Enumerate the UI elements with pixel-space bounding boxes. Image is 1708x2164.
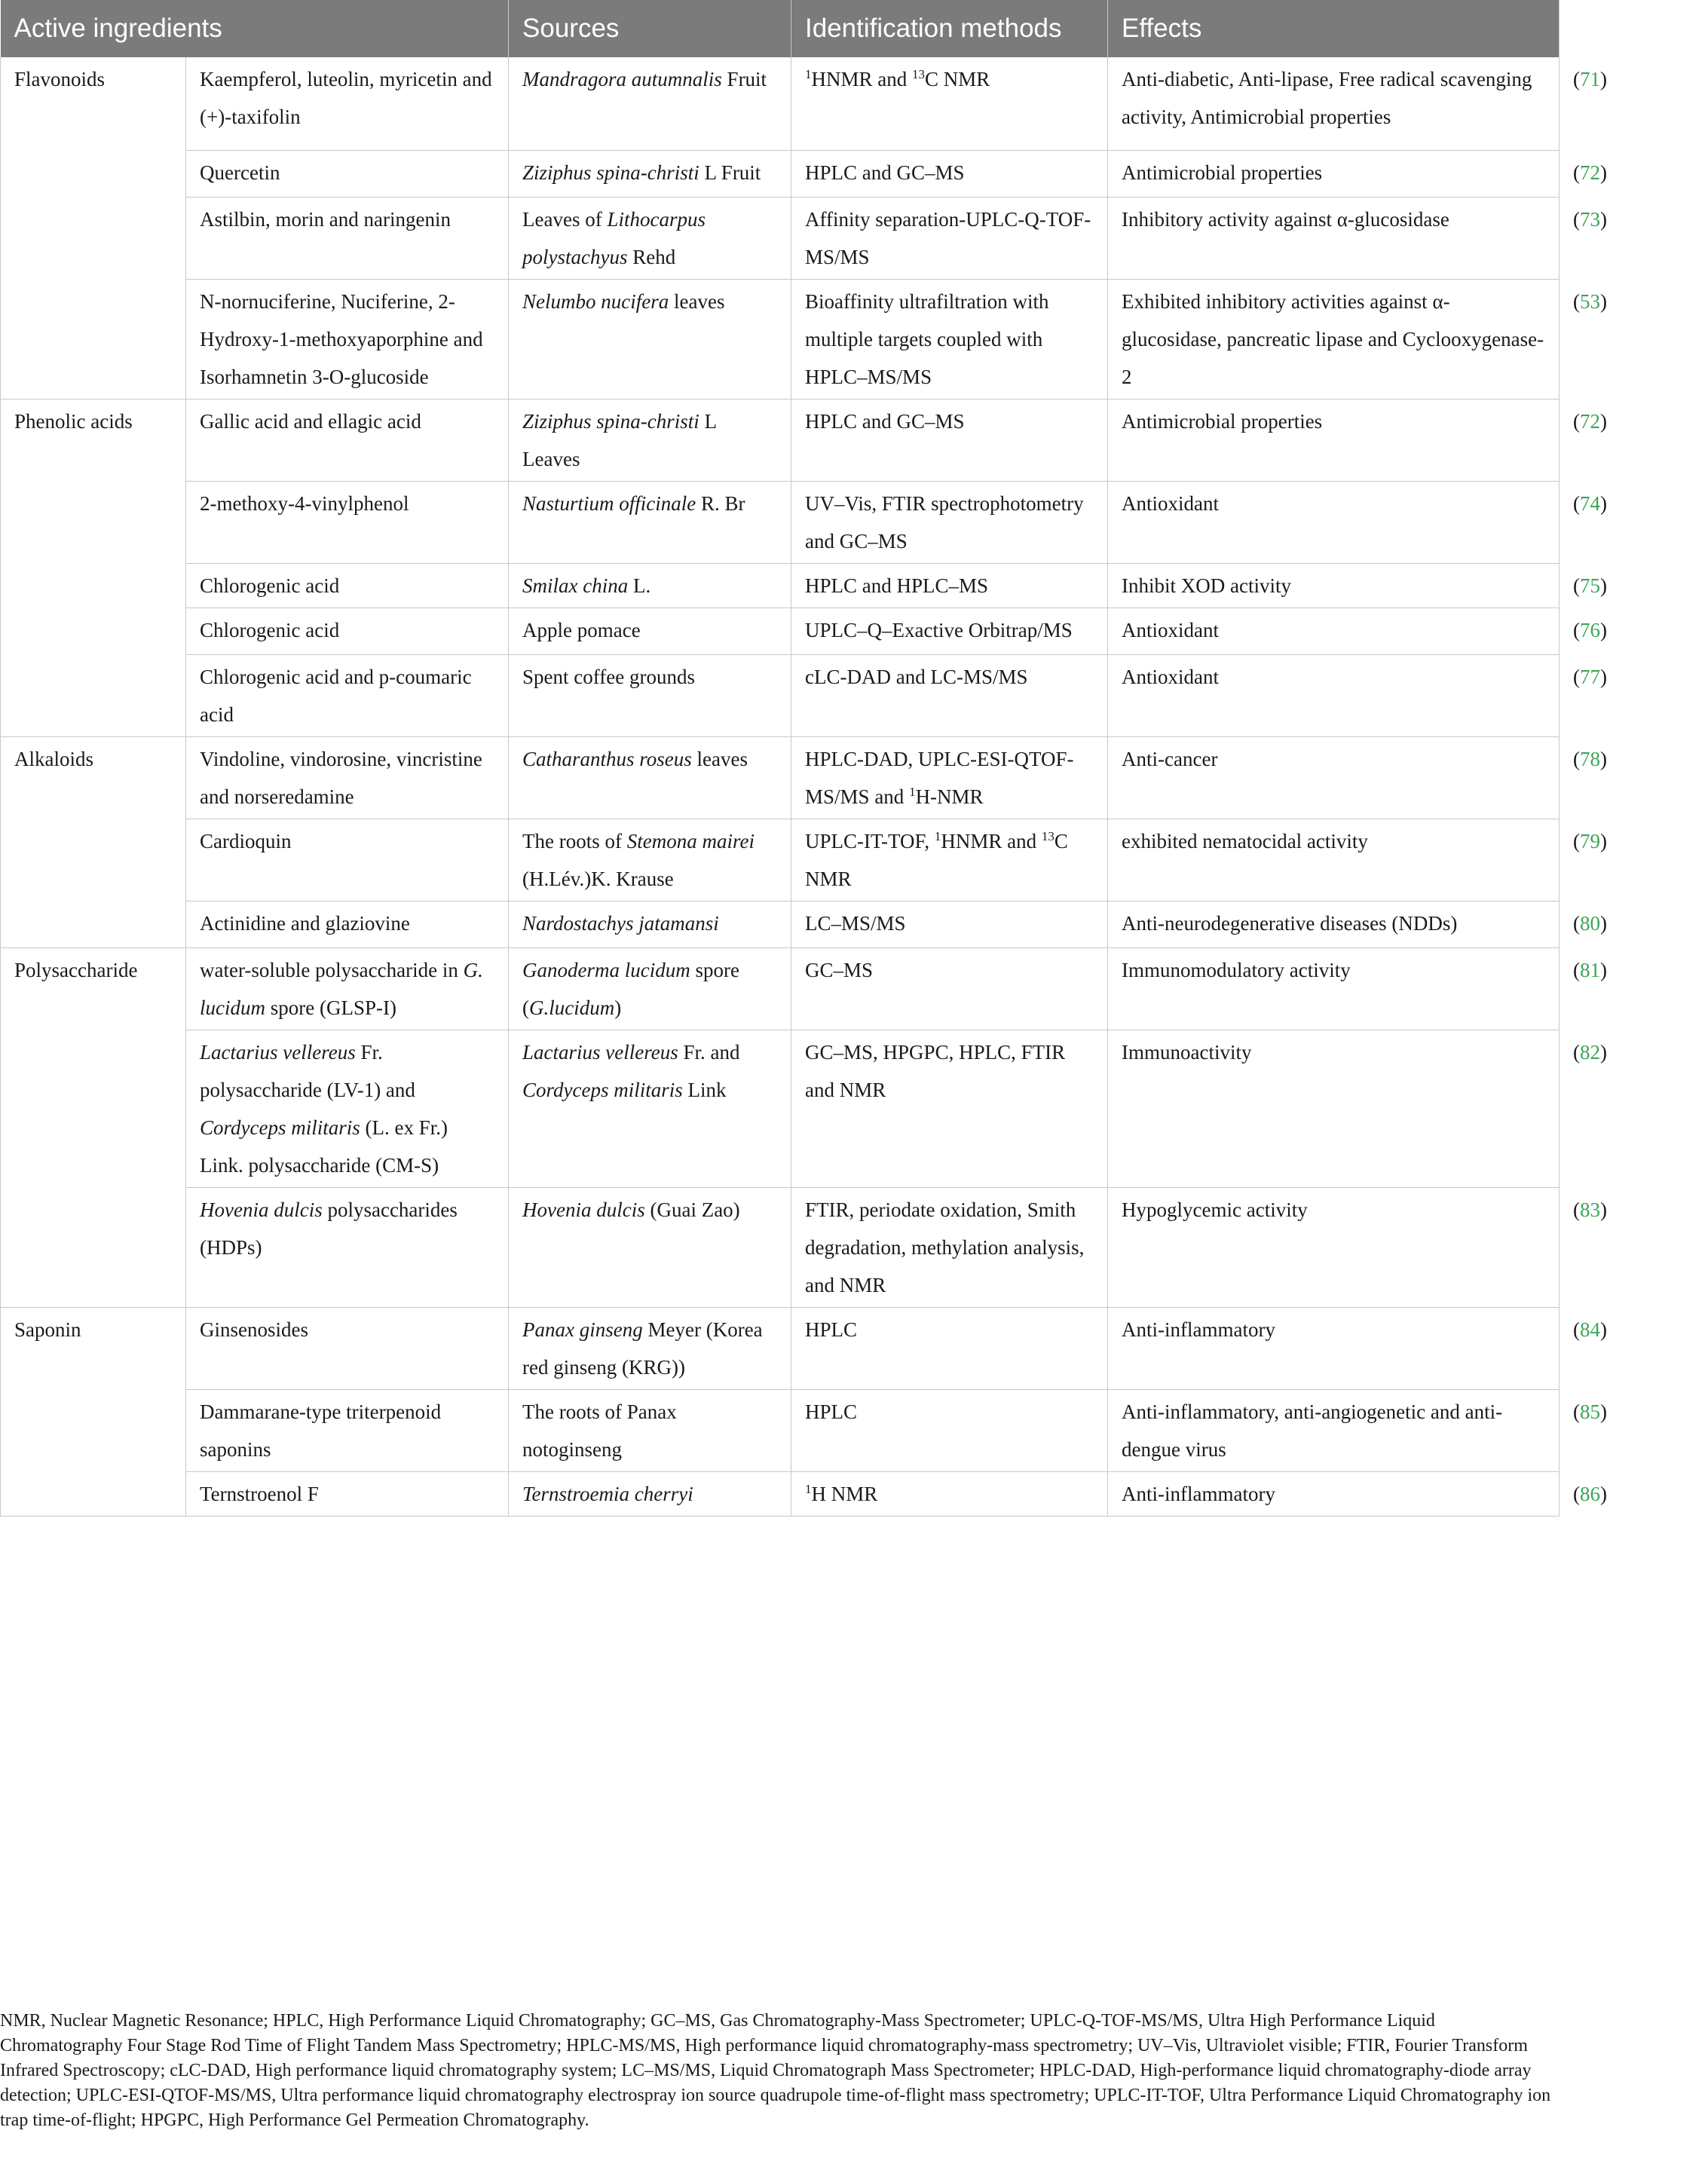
header-identification-methods: Identification methods xyxy=(791,0,1108,57)
methods-cell: UV–Vis, FTIR spectrophotometry and GC–MS xyxy=(791,481,1108,563)
source-cell: Nardostachys jatamansi xyxy=(509,901,791,947)
source-cell: Leaves of Lithocarpus polystachyus Rehd xyxy=(509,197,791,279)
source-cell: Smilax china L. xyxy=(509,563,791,608)
effects-cell: Antimicrobial properties xyxy=(1108,150,1560,197)
effects-cell: exhibited nematocidal activity xyxy=(1108,819,1560,901)
ingredient-cell: Cardioquin xyxy=(186,819,509,901)
methods-cell: HPLC xyxy=(791,1307,1108,1389)
table-row: Cardioquin The roots of Stemona mairei (H.Lév.)K. Krause UPLC-IT-TOF, $^1$HNMR and $^{13}$C NMR exhibited nematocidal activity (79) xyxy=(1,819,1560,901)
effects-cell: Anti-diabetic, Anti-lipase, Free radical scavenging activity, Antimicrobial properties xyxy=(1108,57,1560,150)
table-row: N-nornuciferine, Nuciferine, 2-Hydroxy-1-methoxyaporphine and Isorhamnetin 3-O-glucoside Nelumbo nucifera leaves Bioaffinity ultrafiltration with multiple targets coupled with HPLC–MS/MS Exhibited inhibitory activities against α-glucosidase, pancreatic lipase and Cyclooxygenase-2 (53) xyxy=(1,279,1560,399)
source-cell: Mandragora autumnalis Fruit xyxy=(509,57,791,150)
header-sources: Sources xyxy=(509,0,791,57)
methods-cell: GC–MS xyxy=(791,947,1108,1030)
effects-cell: Antioxidant xyxy=(1108,608,1560,654)
source-cell: Ternstroemia cherryi xyxy=(509,1471,791,1516)
ingredient-cell: Chlorogenic acid xyxy=(186,608,509,654)
table-row: Hovenia dulcis polysaccharides (HDPs) Hovenia dulcis (Guai Zao) FTIR, periodate oxidation, Smith degradation, methylation analysis, and NMR Hypoglycemic activity (83) xyxy=(1,1187,1560,1307)
source-cell: The roots of Panax notoginseng xyxy=(509,1389,791,1471)
header-effects: Effects xyxy=(1108,0,1560,57)
ingredient-cell: Astilbin, morin and naringenin xyxy=(186,197,509,279)
effects-cell: Anti-inflammatory xyxy=(1108,1471,1560,1516)
source-cell: Lactarius vellereus Fr. and Cordyceps militaris Link xyxy=(509,1030,791,1187)
methods-cell: Affinity separation-UPLC-Q-TOF-MS/MS xyxy=(791,197,1108,279)
methods-cell: UPLC–Q–Exactive Orbitrap/MS xyxy=(791,608,1108,654)
methods-cell: HPLC xyxy=(791,1389,1108,1471)
table-row: 2-methoxy-4-vinylphenol Nasturtium officinale R. Br UV–Vis, FTIR spectrophotometry and GC–MS Antioxidant (74) xyxy=(1,481,1560,563)
table-footnote: NMR, Nuclear Magnetic Resonance; HPLC, High Performance Liquid Chromatography; GC–MS, Gas Chromatography-Mass Spectrometer; UPLC-Q-TOF-MS/MS, Ultra High Performance Liquid Chromatography Four Stage Rod Time of Flight Tandem Mass Spectrometry; HPLC-MS/MS, High performance liquid chromatography-mass spectrometry; UV–Vis, Ultraviolet visible; FTIR, Fourier Transform Infrared Spectroscopy; cLC-DAD, High performance liquid chromatography system; LC–MS/MS, Liquid Chromatograph Mass Spectrometer; HPLC-DAD, High-performance liquid chromatography-diode array detection; UPLC-ESI-QTOF-MS/MS, Ultra performance liquid chromatography electrospray ion source quadrupole time-of-flight mass spectrometry; UPLC-IT-TOF, Ultra Performance Liquid Chromatography ion trap time-of-flight; HPGPC, High Performance Gel Permeation Chromatography. xyxy=(0,2011,1551,2130)
group-label: Phenolic acids xyxy=(1,399,186,736)
methods-cell: GC–MS, HPGPC, HPLC, FTIR and NMR xyxy=(791,1030,1108,1187)
ingredient-cell: Ternstroenol F xyxy=(186,1471,509,1516)
source-cell: Hovenia dulcis (Guai Zao) xyxy=(509,1187,791,1307)
reference-link[interactable]: 75 xyxy=(1580,574,1601,597)
table-row: Lactarius vellereus Fr. polysaccharide (LV-1) and Cordyceps militaris (L. ex Fr.) Link. polysaccharide (CM-S) Lactarius vellereus Fr. and Cordyceps militaris Link GC–MS, HPGPC, HPLC, FTIR and NMR Immunoactivity (82) xyxy=(1,1030,1560,1187)
reference-link[interactable]: 74 xyxy=(1580,491,1601,515)
group-label: Flavonoids xyxy=(1,57,186,399)
table-body xyxy=(1,57,1608,1516)
effects-cell: Anti-inflammatory, anti-angiogenetic and anti-dengue virus xyxy=(1108,1389,1560,1471)
table-header-row: Active ingredients Sources Identification methods Effects References xyxy=(1,0,1560,57)
methods-cell: $^1$H NMR xyxy=(791,1471,1108,1516)
reference-link[interactable]: 72 xyxy=(1580,409,1601,433)
effects-cell: Antioxidant xyxy=(1108,481,1560,563)
source-cell: Panax ginseng Meyer (Korea red ginseng (KRG)) xyxy=(509,1307,791,1389)
table-row: Chlorogenic acid and p-coumaric acid Spent coffee grounds cLC-DAD and LC-MS/MS Antioxidant (77) xyxy=(1,654,1560,736)
reference-link[interactable]: 82 xyxy=(1580,1040,1601,1064)
ingredient-cell: water-soluble polysaccharide in G. lucidum spore (GLSP-I) xyxy=(186,947,509,1030)
header-active-ingredients: Active ingredients xyxy=(1,0,509,57)
reference-link[interactable]: 85 xyxy=(1580,1400,1601,1423)
reference-link[interactable]: 77 xyxy=(1580,665,1601,688)
reference-link[interactable]: 53 xyxy=(1580,289,1601,313)
methods-cell: UPLC-IT-TOF, $^1$HNMR and $^{13}$C NMR xyxy=(791,819,1108,901)
table-row: Phenolic acids Gallic acid and ellagic acid Ziziphus spina-christi L Leaves HPLC and GC–MS Antimicrobial properties (72) xyxy=(1,399,1560,481)
table-row: Actinidine and glaziovine Nardostachys jatamansi LC–MS/MS Anti-neurodegenerative diseases (NDDs) (80) xyxy=(1,901,1560,947)
reference-link[interactable]: 78 xyxy=(1580,747,1601,770)
reference-link[interactable]: 79 xyxy=(1580,829,1601,852)
source-cell: Ganoderma lucidum spore (G.lucidum) xyxy=(509,947,791,1030)
reference-link[interactable]: 86 xyxy=(1580,1482,1601,1505)
reference-link[interactable]: 76 xyxy=(1580,618,1601,641)
ingredient-cell: Kaempferol, luteolin, myricetin and (+)-taxifolin xyxy=(186,57,509,150)
source-cell: Nasturtium officinale R. Br xyxy=(509,481,791,563)
ingredient-cell: Actinidine and glaziovine xyxy=(186,901,509,947)
methods-cell: HPLC and GC–MS xyxy=(791,150,1108,197)
effects-cell: Antimicrobial properties xyxy=(1108,399,1560,481)
effects-cell: Inhibitory activity against α-glucosidase xyxy=(1108,197,1560,279)
source-cell: Catharanthus roseus leaves xyxy=(509,736,791,819)
ingredient-cell: Gallic acid and ellagic acid xyxy=(186,399,509,481)
source-cell: Ziziphus spina-christi L Fruit xyxy=(509,150,791,197)
reference-link[interactable]: 83 xyxy=(1580,1198,1601,1221)
table-row: Saponin Ginsenosides Panax ginseng Meyer (Korea red ginseng (KRG)) HPLC Anti-inflammatory (84) xyxy=(1,1307,1560,1389)
effects-cell: Anti-cancer xyxy=(1108,736,1560,819)
methods-cell: HPLC and GC–MS xyxy=(791,399,1108,481)
group-label: Polysaccharide xyxy=(1,947,186,1307)
methods-cell: LC–MS/MS xyxy=(791,901,1108,947)
methods-cell: Bioaffinity ultrafiltration with multiple targets coupled with HPLC–MS/MS xyxy=(791,279,1108,399)
group-label: Alkaloids xyxy=(1,736,186,947)
effects-cell: Inhibit XOD activity xyxy=(1108,563,1560,608)
source-cell: The roots of Stemona mairei (H.Lév.)K. Krause xyxy=(509,819,791,901)
ingredient-cell: Chlorogenic acid xyxy=(186,563,509,608)
effects-cell: Anti-neurodegenerative diseases (NDDs) xyxy=(1108,901,1560,947)
methods-cell: FTIR, periodate oxidation, Smith degradation, methylation analysis, and NMR xyxy=(791,1187,1108,1307)
ingredient-cell: Ginsenosides xyxy=(186,1307,509,1389)
table-row: Dammarane-type triterpenoid saponins The roots of Panax notoginseng HPLC Anti-inflammatory, anti-angiogenetic and anti-dengue virus (85) xyxy=(1,1389,1560,1471)
ingredient-cell: N-nornuciferine, Nuciferine, 2-Hydroxy-1-methoxyaporphine and Isorhamnetin 3-O-glucoside xyxy=(186,279,509,399)
effects-cell: Anti-inflammatory xyxy=(1108,1307,1560,1389)
table-row: Chlorogenic acid Apple pomace UPLC–Q–Exactive Orbitrap/MS Antioxidant (76) xyxy=(1,608,1560,654)
table-row: Chlorogenic acid Smilax china L. HPLC and HPLC–MS Inhibit XOD activity (75) xyxy=(1,563,1560,608)
ingredient-cell: Dammarane-type triterpenoid saponins xyxy=(186,1389,509,1471)
ingredient-cell: Chlorogenic acid and p-coumaric acid xyxy=(186,654,509,736)
table-row: Quercetin Ziziphus spina-christi L Fruit HPLC and GC–MS Antimicrobial properties (72) xyxy=(1,150,1560,197)
effects-cell: Hypoglycemic activity xyxy=(1108,1187,1560,1307)
effects-cell: Exhibited inhibitory activities against α-glucosidase, pancreatic lipase and Cyclooxygenase-2 xyxy=(1108,279,1560,399)
source-cell: Apple pomace xyxy=(509,608,791,654)
effects-cell: Antioxidant xyxy=(1108,654,1560,736)
reference-link[interactable]: 73 xyxy=(1580,207,1601,231)
methods-cell: HPLC and HPLC–MS xyxy=(791,563,1108,608)
reference-link[interactable]: 71 xyxy=(1580,68,1601,90)
methods-cell: $^1$HNMR and $^{13}$C NMR xyxy=(791,57,1108,150)
source-cell: Spent coffee grounds xyxy=(509,654,791,736)
group-label: Saponin xyxy=(1,1307,186,1516)
reference-link[interactable]: 81 xyxy=(1580,958,1601,981)
reference-link[interactable]: 80 xyxy=(1580,911,1601,935)
ingredient-cell: Hovenia dulcis polysaccharides (HDPs) xyxy=(186,1187,509,1307)
ingredient-cell: Lactarius vellereus Fr. polysaccharide (LV-1) and Cordyceps militaris (L. ex Fr.) Link. polysaccharide (CM-S) xyxy=(186,1030,509,1187)
table-row: Alkaloids Vindoline, vindorosine, vincristine and norseredamine Catharanthus roseus leaves HPLC-DAD, UPLC-ESI-QTOF-MS/MS and $^1$H-NMR Anti-cancer (78) xyxy=(1,736,1560,819)
table-row: Flavonoids Kaempferol, luteolin, myricetin and (+)-taxifolin Mandragora autumnalis Fruit $^1$HNMR and $^{13}$C NMR Anti-diabetic, Anti-lipase, Free radical scavenging activity, Antimicrobial properties (71) xyxy=(1,57,1560,150)
reference-link[interactable]: 72 xyxy=(1580,161,1601,184)
table-row: Ternstroenol F Ternstroemia cherryi $^1$H NMR Anti-inflammatory (86) xyxy=(1,1471,1560,1516)
source-cell: Nelumbo nucifera leaves xyxy=(509,279,791,399)
ingredient-cell: Quercetin xyxy=(186,150,509,197)
table-row: Polysaccharide water-soluble polysaccharide in G. lucidum spore (GLSP-I) Ganoderma lucidum spore (G.lucidum) GC–MS Immunomodulatory activity (81) xyxy=(1,947,1560,1030)
effects-cell: Immunoactivity xyxy=(1108,1030,1560,1187)
source-cell: Ziziphus spina-christi L Leaves xyxy=(509,399,791,481)
ingredient-cell: 2-methoxy-4-vinylphenol xyxy=(186,481,509,563)
table-row: Astilbin, morin and naringenin Leaves of Lithocarpus polystachyus Rehd Affinity separation-UPLC-Q-TOF-MS/MS Inhibitory activity against α-glucosidase (73) xyxy=(1,197,1560,279)
effects-cell: Immunomodulatory activity xyxy=(1108,947,1560,1030)
reference-link[interactable]: 84 xyxy=(1580,1318,1601,1341)
methods-cell: cLC-DAD and LC-MS/MS xyxy=(791,654,1108,736)
methods-cell: HPLC-DAD, UPLC-ESI-QTOF-MS/MS and $^1$H-NMR xyxy=(791,736,1108,819)
ingredient-cell: Vindoline, vindorosine, vincristine and norseredamine xyxy=(186,736,509,819)
